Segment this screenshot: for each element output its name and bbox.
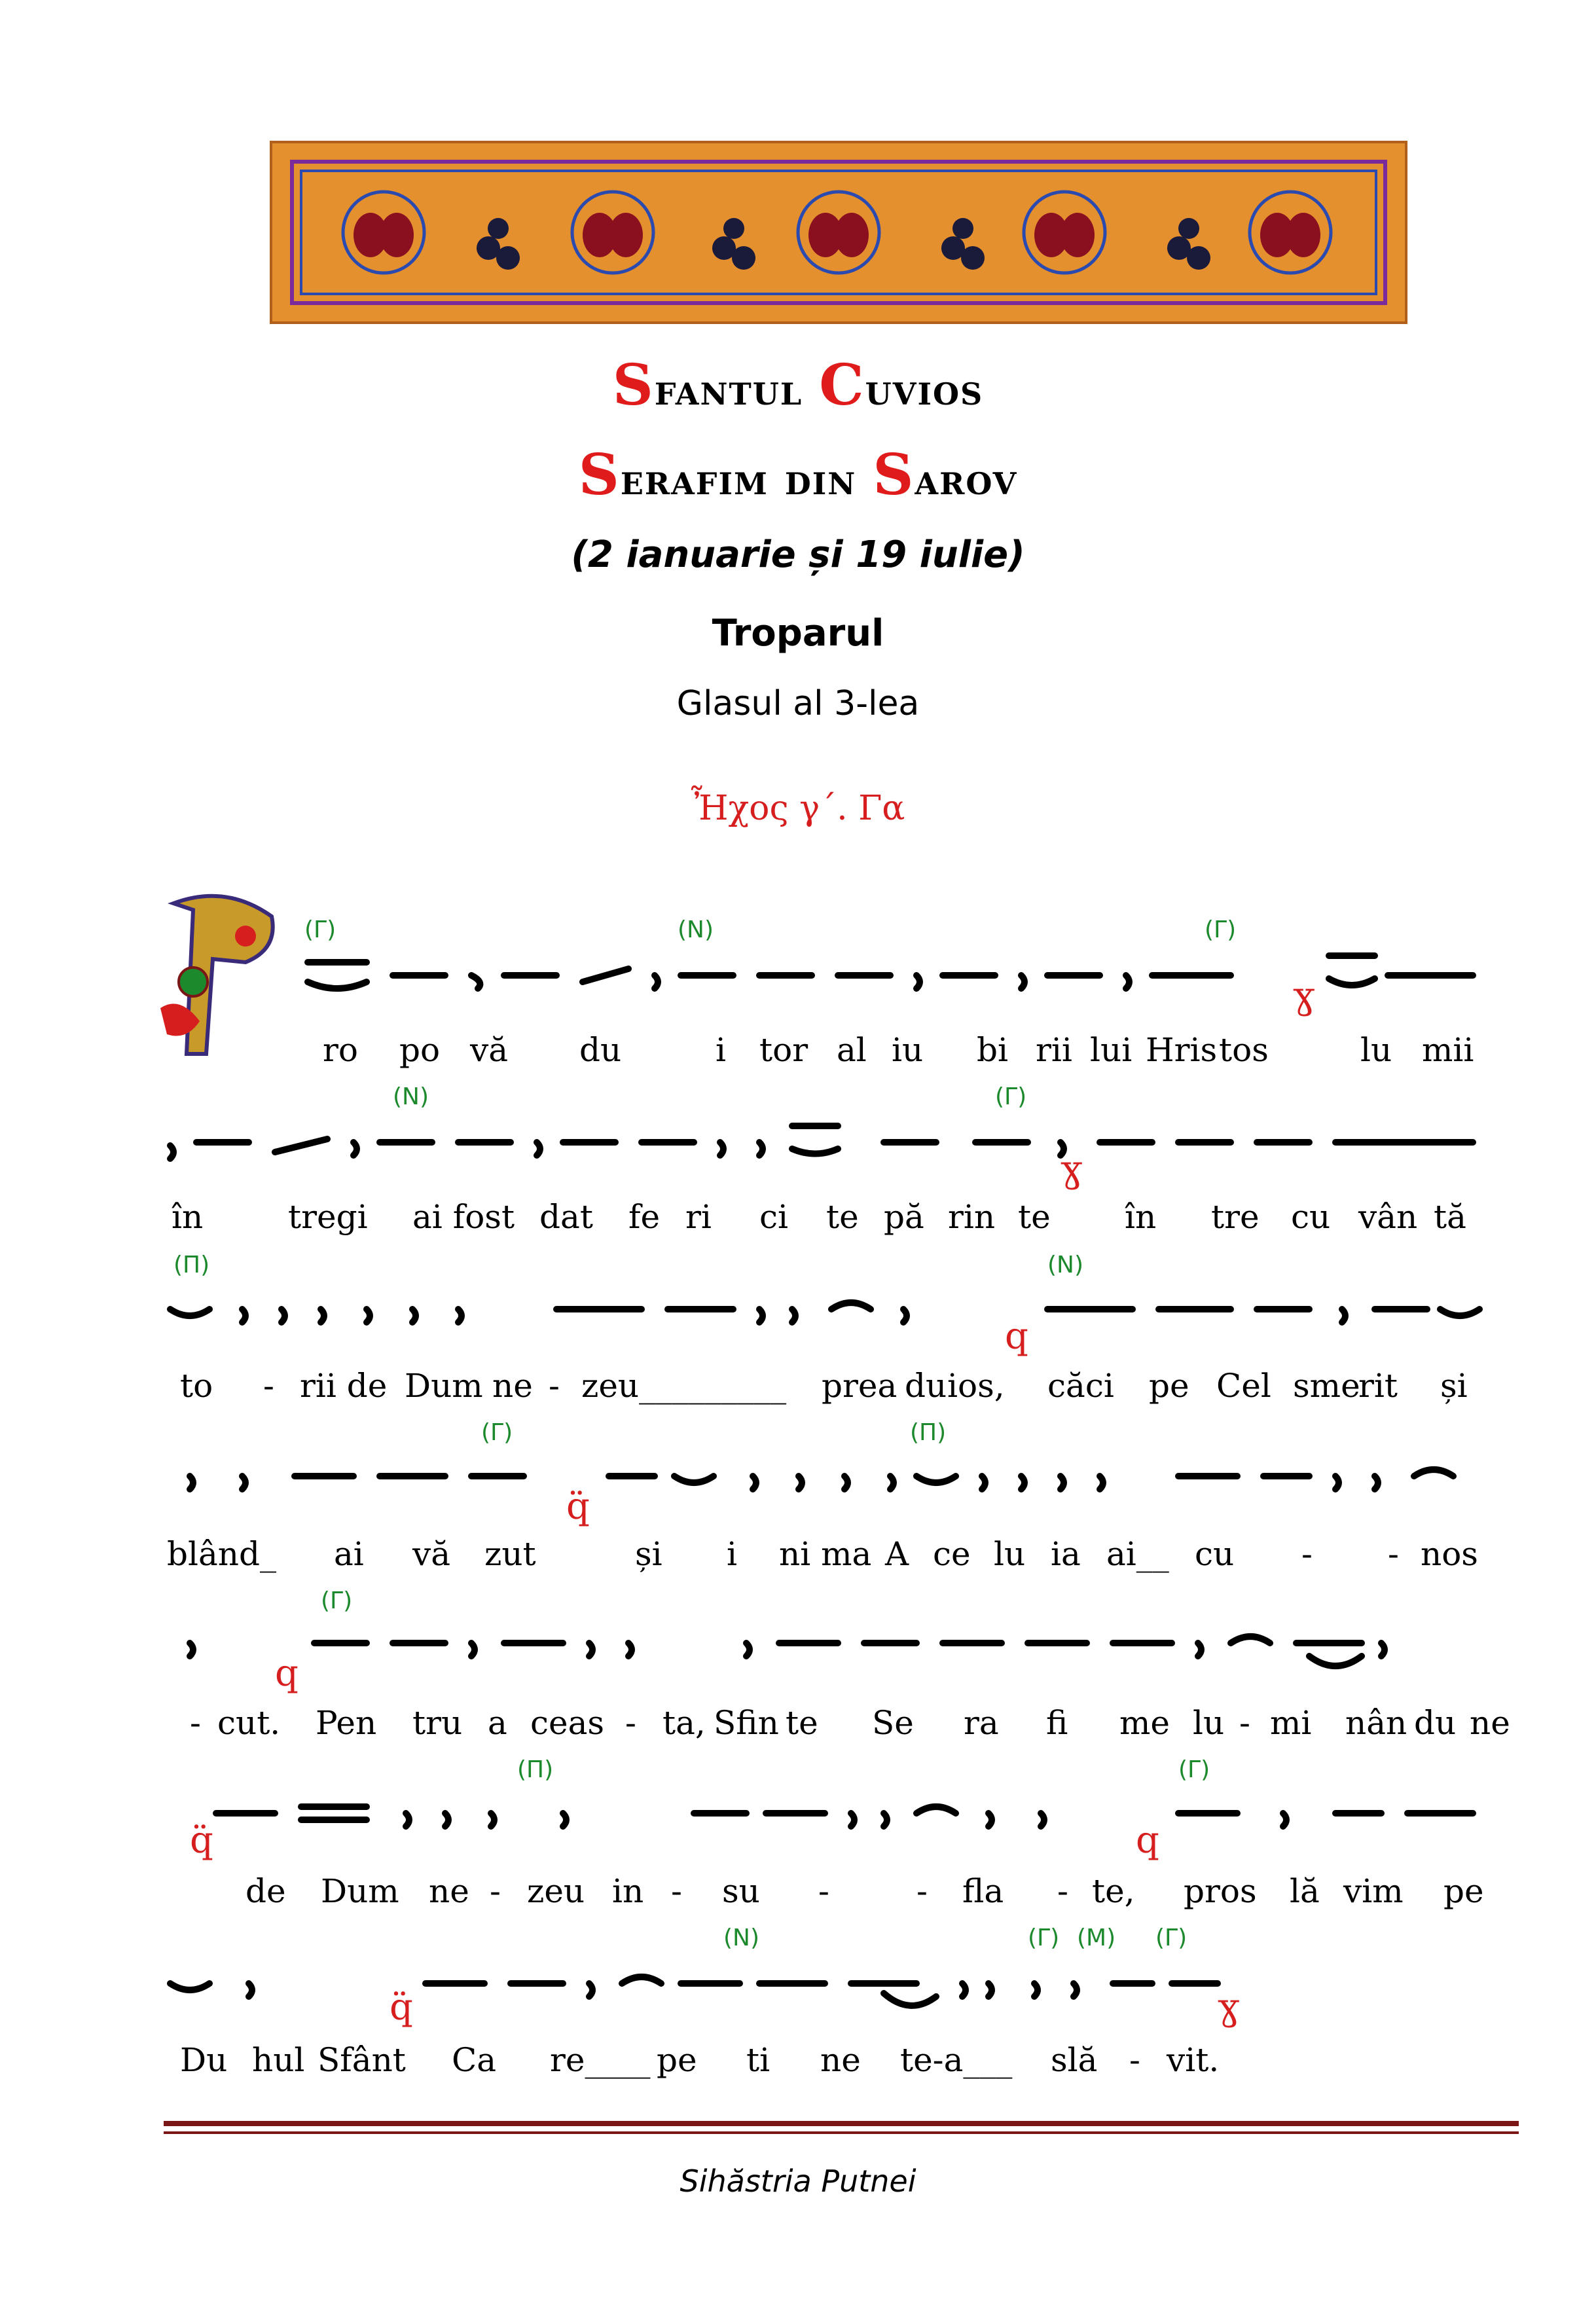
syllable: al	[837, 1031, 867, 1069]
martyria-marker: (Π)	[173, 1252, 210, 1278]
title-initial: C	[819, 352, 865, 418]
syllable: -	[818, 1872, 829, 1910]
martyria-marker: (Γ)	[1205, 916, 1237, 943]
syllable: ti	[746, 2041, 771, 2079]
syllable: lui	[1090, 1031, 1133, 1069]
syllable: ci	[759, 1198, 788, 1236]
syllable: Dum	[405, 1367, 483, 1405]
syllable: cut.	[217, 1704, 281, 1742]
echos-signature: Ἦχος γ΄. Γα	[691, 789, 905, 828]
syllable: fla	[962, 1872, 1004, 1910]
syllable: vă	[412, 1535, 451, 1573]
syllable: pe	[1443, 1872, 1484, 1910]
footer-source: Sihăstria Putnei	[680, 2163, 916, 2199]
svg-text:q: q	[275, 1652, 299, 1695]
syllable: re____	[550, 2041, 651, 2079]
syllable: -	[625, 1704, 636, 1742]
syllable: pe	[657, 2041, 697, 2079]
tone-label: Glasul al 3-lea	[676, 684, 920, 723]
syllable: Ca	[452, 2041, 497, 2079]
svg-text:ɣ: ɣ	[1293, 975, 1315, 1017]
martyria-marker: (Γ)	[995, 1083, 1027, 1110]
syllable: Du	[180, 2041, 228, 2079]
martyria-marker: (Ν)	[723, 1925, 760, 1951]
footer-rule	[164, 2121, 1519, 2126]
syllable: ra	[964, 1704, 999, 1742]
syllable: ro	[323, 1031, 359, 1069]
martyria-marker: (Γ)	[304, 916, 336, 943]
syllable: sme	[1293, 1367, 1360, 1405]
syllable: mi	[1270, 1704, 1312, 1742]
syllable: Hris	[1146, 1031, 1218, 1069]
syllable: vân	[1358, 1198, 1418, 1236]
lyrics-line-1	[0, 1031, 1596, 1077]
martyria-marker: (Π)	[910, 1419, 947, 1446]
svg-text:q̈: q̈	[190, 1819, 213, 1862]
lyrics-line-4	[0, 1535, 1596, 1581]
svg-text:q: q	[1136, 1819, 1159, 1862]
syllable: fe	[628, 1198, 661, 1236]
syllable: rin	[948, 1198, 996, 1236]
syllable: tru	[412, 1704, 463, 1742]
martyria-marker: (Μ)	[1077, 1925, 1116, 1951]
syllable: rii de	[300, 1367, 388, 1405]
syllable: pros	[1184, 1872, 1257, 1910]
martyria-marker: (Π)	[517, 1756, 554, 1783]
syllable: ai__	[1106, 1535, 1169, 1573]
lyrics-line-6	[0, 1872, 1596, 1918]
lyrics-line-7	[0, 2041, 1596, 2087]
syllable: fi	[1046, 1704, 1068, 1742]
syllable: i	[716, 1031, 726, 1069]
syllable: în	[172, 1198, 204, 1236]
feast-dates: (2 ianuarie și 19 iulie)	[571, 534, 1025, 576]
syllable: -	[1239, 1704, 1250, 1742]
syllable: ios,	[947, 1367, 1005, 1405]
martyria-marker: (Γ)	[1155, 1925, 1188, 1951]
svg-text:ɣ: ɣ	[1218, 1986, 1240, 2029]
syllable: -	[1388, 1535, 1399, 1573]
martyria-marker: (Ν)	[1047, 1252, 1084, 1278]
title-initial: S	[873, 442, 915, 508]
martyria-marker: (Ν)	[393, 1083, 429, 1110]
syllable: tă	[1434, 1198, 1466, 1236]
syllable: i	[727, 1535, 737, 1573]
syllable: du	[905, 1367, 947, 1405]
syllable: -	[1301, 1535, 1313, 1573]
syllable: in	[612, 1872, 644, 1910]
syllable: -	[190, 1704, 201, 1742]
syllable: ceas	[530, 1704, 605, 1742]
martyria-marker: (Ν)	[678, 916, 714, 943]
syllable: vă	[470, 1031, 509, 1069]
syllable: ia	[1051, 1535, 1081, 1573]
syllable: blând_	[167, 1535, 277, 1573]
syllable: ce	[933, 1535, 971, 1573]
syllable: și	[1440, 1367, 1468, 1405]
syllable: și	[635, 1535, 662, 1573]
svg-text:q̈: q̈	[390, 1986, 413, 2029]
syllable: nân	[1345, 1704, 1407, 1742]
title-text: fantul	[654, 364, 820, 415]
syllable: iu	[892, 1031, 924, 1069]
syllable: ri	[685, 1198, 712, 1236]
syllable: du	[1414, 1704, 1457, 1742]
syllable: -	[263, 1367, 274, 1405]
syllable: po	[399, 1031, 441, 1069]
syllable: me	[1119, 1704, 1170, 1742]
svg-text:ɣ: ɣ	[1061, 1148, 1083, 1191]
syllable: te	[826, 1198, 859, 1236]
syllable: ai	[334, 1535, 364, 1573]
syllable: Dum	[321, 1872, 399, 1910]
svg-text:q: q	[1005, 1315, 1028, 1358]
syllable: Cel	[1216, 1367, 1271, 1405]
hymn-type: Troparul	[712, 612, 884, 655]
martyria-marker: (Γ)	[1178, 1756, 1210, 1783]
title-text: arov	[915, 454, 1018, 505]
syllable: mii	[1422, 1031, 1474, 1069]
syllable: zut	[484, 1535, 536, 1573]
title-text: erafim din	[620, 454, 873, 505]
syllable: to	[180, 1367, 213, 1405]
syllable: Sfin	[714, 1704, 779, 1742]
syllable: bi	[977, 1031, 1008, 1069]
syllable: su	[722, 1872, 760, 1910]
martyria-marker: (Γ)	[321, 1587, 353, 1614]
syllable: rit	[1358, 1367, 1398, 1405]
syllable: lă	[1290, 1872, 1320, 1910]
syllable: -	[1129, 2041, 1140, 2079]
syllable: ne	[1470, 1704, 1510, 1742]
syllable: vit.	[1167, 2041, 1220, 2079]
syllable: slă	[1051, 2041, 1098, 2079]
syllable: lu	[1193, 1704, 1225, 1742]
title-initial: S	[578, 442, 621, 508]
syllable: zeu_________	[581, 1367, 787, 1405]
syllable: -	[671, 1872, 682, 1910]
syllable: zeu	[527, 1872, 585, 1910]
syllable: ne	[492, 1367, 533, 1405]
syllable: pe	[1149, 1367, 1189, 1405]
footer-rule	[164, 2131, 1519, 2134]
syllable: tregi	[288, 1198, 368, 1236]
syllable: A	[885, 1535, 909, 1573]
syllable: de	[245, 1872, 286, 1910]
syllable: hul	[252, 2041, 305, 2079]
syllable: tre	[1211, 1198, 1260, 1236]
syllable: căci	[1047, 1367, 1114, 1405]
syllable: -	[490, 1872, 501, 1910]
syllable: tos	[1219, 1031, 1269, 1069]
syllable: Sfânt	[317, 2041, 406, 2079]
syllable: ne	[429, 1872, 469, 1910]
syllable: cu	[1195, 1535, 1235, 1573]
syllable: tor	[759, 1031, 808, 1069]
martyria-marker: (Γ)	[481, 1419, 513, 1446]
syllable: Pen	[316, 1704, 377, 1742]
syllable: te	[786, 1704, 818, 1742]
syllable: -	[916, 1872, 928, 1910]
syllable: -	[1057, 1872, 1068, 1910]
lyrics-line-2	[0, 1198, 1596, 1244]
syllable: ta,	[662, 1704, 706, 1742]
syllable: nos	[1421, 1535, 1478, 1573]
syllable: prea	[822, 1367, 898, 1405]
syllable: dat	[539, 1198, 593, 1236]
syllable: lu	[1360, 1031, 1392, 1069]
syllable: te	[1018, 1198, 1051, 1236]
lyrics-line-5	[0, 1704, 1596, 1750]
syllable: ne	[820, 2041, 861, 2079]
syllable: te-a___	[900, 2041, 1013, 2079]
title-text: uvios	[865, 364, 984, 415]
syllable: ai fost	[412, 1198, 515, 1236]
syllable: du	[579, 1031, 622, 1069]
syllable: vim	[1343, 1872, 1404, 1910]
syllable: lu	[994, 1535, 1026, 1573]
svg-text:q̈: q̈	[566, 1485, 590, 1528]
lyrics-line-3	[0, 1367, 1596, 1413]
title-initial: S	[612, 352, 655, 418]
syllable: în	[1125, 1198, 1157, 1236]
syllable: pă	[884, 1198, 924, 1236]
syllable: -	[549, 1367, 560, 1405]
syllable: a	[488, 1704, 507, 1742]
martyria-marker: (Γ)	[1028, 1925, 1060, 1951]
syllable: rii	[1036, 1031, 1072, 1069]
syllable: te,	[1092, 1872, 1135, 1910]
syllable: ni ma	[779, 1535, 872, 1573]
syllable: Se	[872, 1704, 914, 1742]
syllable: cu	[1291, 1198, 1331, 1236]
